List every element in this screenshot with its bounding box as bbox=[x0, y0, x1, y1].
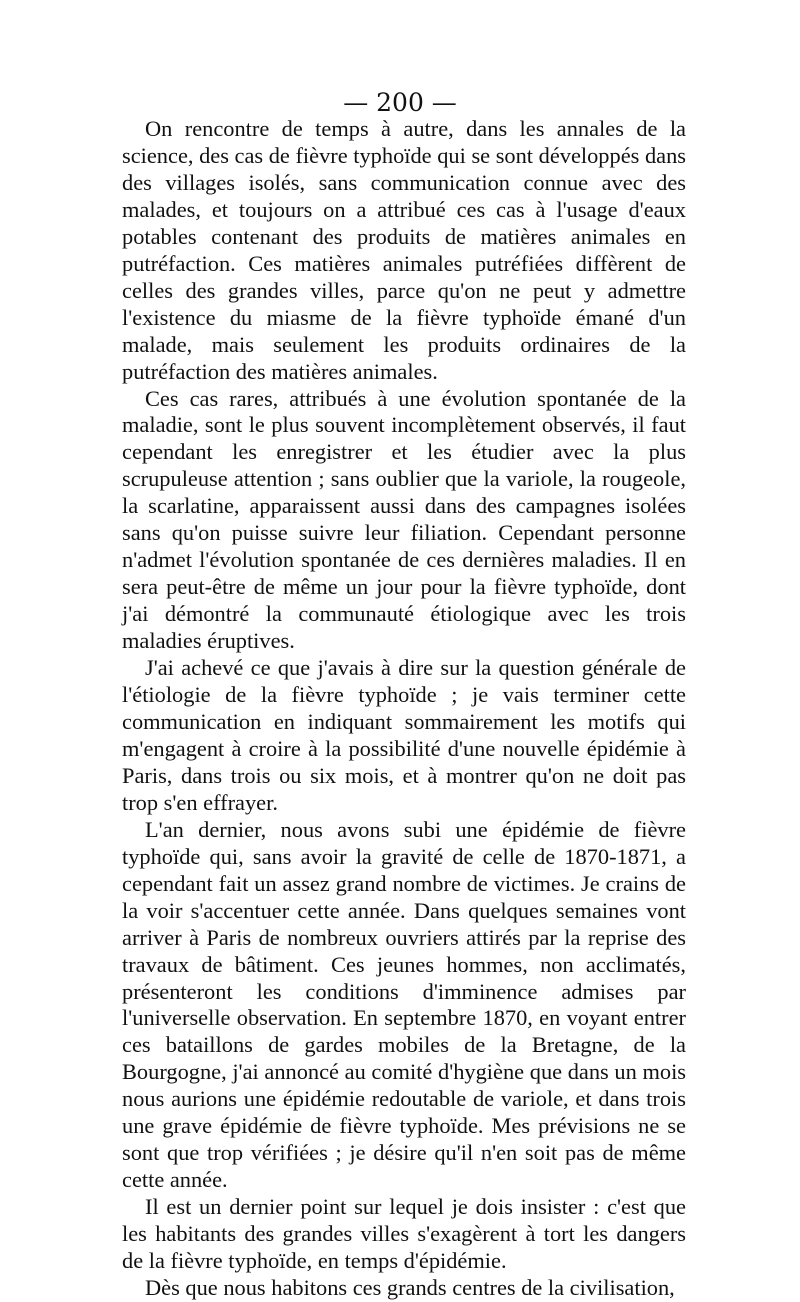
paragraph: Ces cas rares, attribués à une évolution spontanée de la maladie, sont le plus souvent incomplètement observés, il faut cependant les enregistrer et les étudier avec la plus scrupuleuse attention ; sans oublier que la variole, la rougeole, la scarlatine, apparaissent aussi dans des campagnes isolées sans qu'on puisse suivre leur filiation. Cependant personne n'admet l'évolution spontanée de ces dernières maladies. Il en sera peut-être de même un jour pour la fièvre typhoïde, dont j'ai démontré la communauté étiologique avec les trois maladies éruptives. bbox=[122, 385, 686, 654]
paragraph: Dès que nous habitons ces grands centres de la civilisation, bbox=[145, 1274, 675, 1300]
paragraph: L'an dernier, nous avons subi une épidémie de fièvre typhoïde qui, sans avoir la gravité de celle de 1870-1871, a cependant fait un assez grand nombre de victimes. Je crains de la voir s'accentuer cette année. Dans quelques semaines vont arriver à Paris de nombreux ouvriers attirés par la reprise des travaux de bâtiment. Ces jeunes hommes, non acclimatés, présenteront les conditions d'imminence admises par l'universelle observation. En septembre 1870, en voyant entrer ces bataillons de gardes mobiles de la Bretagne, de la Bourgogne, j'ai annoncé au comité d'hygiène que dans un mois nous aurions une épidémie redoutable de variole, et dans trois une grave épidémie de fièvre typhoïde. Mes prévisions ne se sont que trop vérifiées ; je désire qu'il n'en soit pas de même cette année. bbox=[122, 816, 686, 1193]
paragraph: Il est un dernier point sur lequel je dois insister : c'est que les habitants des grandes villes s'exagèrent à tort les dangers de la fièvre typhoïde, en temps d'épidémie. bbox=[122, 1194, 686, 1274]
body-text bbox=[122, 116, 686, 1302]
paragraph: On rencontre de temps à autre, dans les annales de la science, des cas de fièvre typhoïde qui se sont développés dans des villages isolés, sans communication connue avec des malades, et toujours on a attribué ces cas à l'usage d'eaux potables contenant des produits de matières animales en putréfaction. Ces matières animales putréfiées diffèrent de celles des grandes villes, parce qu'on ne peut y admettre l'existence du miasme de la fièvre typhoïde émané d'un malade, mais seulement les produits ordinaires de la putréfaction des matières animales. bbox=[122, 116, 686, 384]
paragraph: J'ai achevé ce que j'avais à dire sur la question générale de l'étiologie de la fièvre typhoïde ; je vais terminer cette communication en indiquant sommairement les motifs qui m'engagent à croire à la possibilité d'une nouvelle épidémie à Paris, dans trois ou six mois, et à montrer qu'on ne doit pas trop s'en effrayer. bbox=[122, 655, 686, 815]
page-number: — 200 — bbox=[343, 88, 457, 117]
